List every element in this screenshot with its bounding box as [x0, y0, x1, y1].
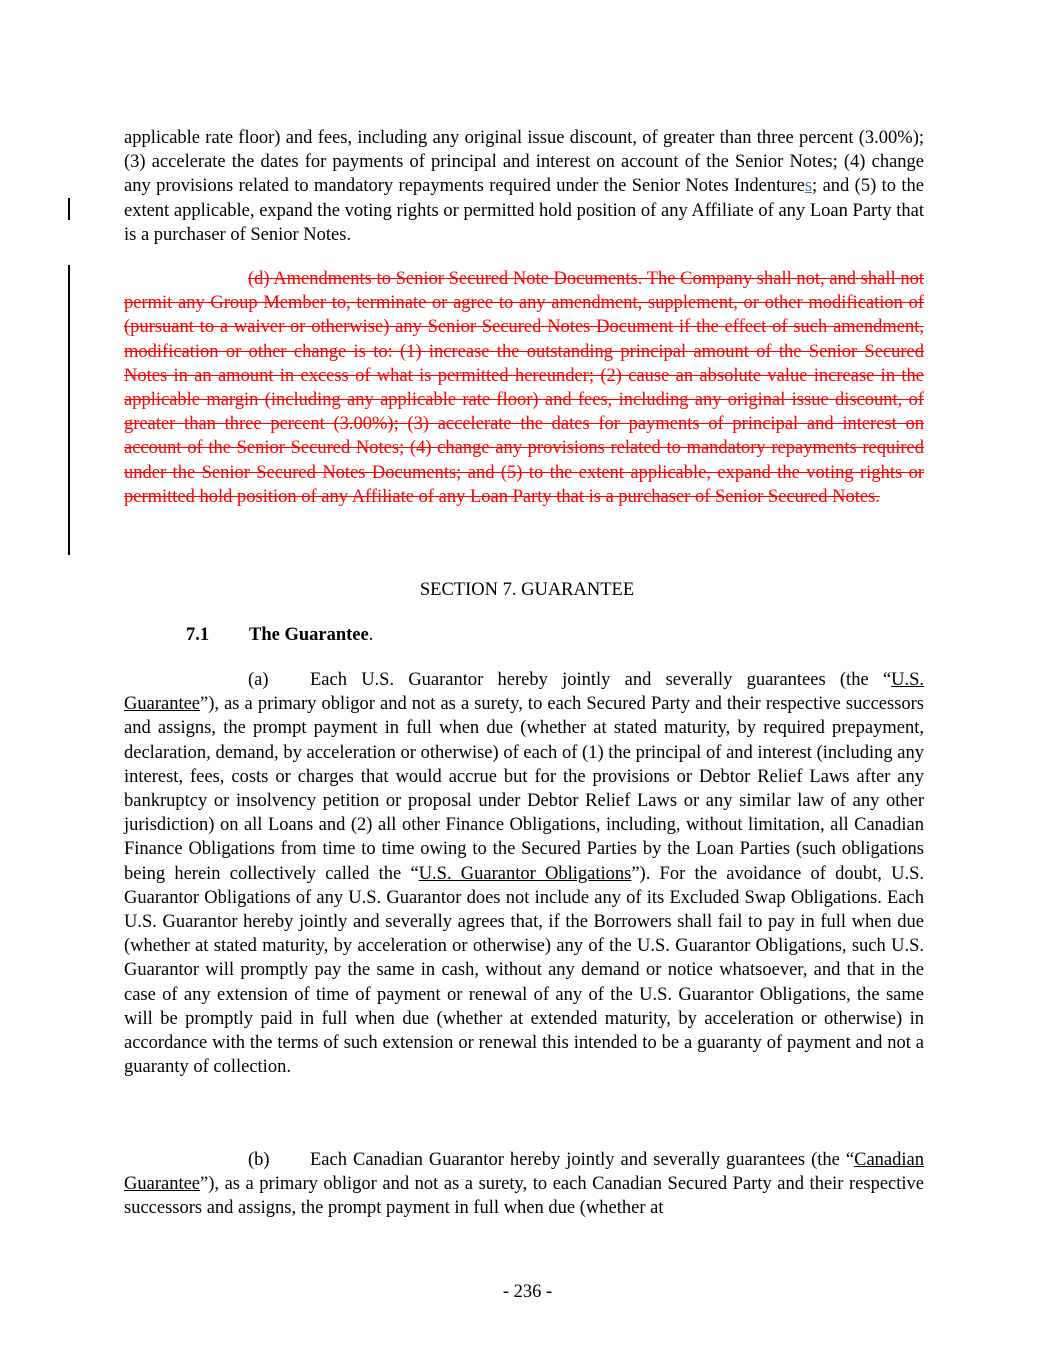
subsection-title: The Guarantee — [249, 625, 369, 645]
deleted-title: Amendments to Senior Secured Note Documents — [273, 269, 638, 289]
paragraph-a: (a) Each U.S. Guarantor hereby jointly and severally guarantees (the “U.S. Guarantee”), as a primary obligor and not as a surety, to each Secured Party and their respective successors and assigns, the prompt payment in full when due (whether at stated maturity, by required prepayment, declaration, demand, by acceleration or otherwise) of each of (1) the principal of and interest (including any interest, fees, costs or charges that would accrue but for the provisions or Debtor Relief Laws after any bankruptcy or insolvency petition or proposal under Debtor Relief Laws or any similar law of any other jurisdiction) on all Loans and (2) all other Finance Obligations, including, without limitation, all Canadian Finance Obligations from time to time owing to the Secured Parties by the Loan Parties (such obligations being herein collectively called the “U.S. Guarantor Obligations”). For the avoidance of doubt, U.S. Guarantor Obligations of any U.S. Guarantor does not include any of its Excluded Swap Obligations. Each U.S. Guarantor hereby jointly and severally agrees that, if the Borrowers shall fail to pay in full when due (whether at stated maturity, by acceleration or otherwise) any of the U.S. Guarantor Obligations, such U.S. Guarantor will promptly pay the same in cash, without any demand or notice whatsoever, and that in the case of any extension of time of payment or renewal of any of the U.S. Guarantor Obligations, the same will be promptly paid in full when due (whether at extended maturity, by acceleration or otherwise) in accordance with the terms of such extension or renewal this intended to be a guaranty of payment and not a guaranty of collection. — [124, 670, 924, 1078]
change-bar-1 — [68, 198, 70, 220]
subsection-heading: 7.1 The Guarantee. — [186, 625, 374, 645]
inserted-text: s — [804, 176, 813, 197]
change-bar-2 — [68, 265, 70, 555]
defined-term-canadian-guarantee: Canadian Guarantee — [124, 1150, 924, 1195]
defined-term-us-guarantee: U.S. Guarantee — [124, 670, 924, 715]
deleted-label: (d) — [248, 269, 270, 289]
subsection-number: 7.1 — [186, 625, 210, 645]
paragraph-senior-notes: applicable rate floor) and fees, including any original issue discount, of greater than three percent (3.00%); (3) accelerate the dates for payments of principal and interest on account of the Senior Notes; (4) change any provisions related to mandatory repayments required under the Senior Notes Indentures; and (5) to the extent applicable, expand the voting rights or permitted hold position of any Affiliate of any Loan Party that is a purchaser of Senior Notes. — [124, 128, 924, 245]
defined-term-us-guarantor-obligations: U.S. Guarantor Obligations — [418, 863, 632, 884]
deleted-paragraph-d: (d) Amendments to Senior Secured Note Documents. The Company shall not, and shall not permit any Group Member to, terminate or agree to any amendment, supplement, or other modification of (pursuant to a waiver or otherwise) any Senior Secured Notes Document if the effect of such amendment, modification or other change is to: (1) increase the outstanding principal amount of the Senior Secured Notes in an amount in excess of what is permitted hereunder; (2) cause an absolute value increase in the applicable margin (including any applicable rate floor) and fees, including any original issue discount, of greater than three percent (3.00%); (3) accelerate the dates for payments of principal and interest on account of the Senior Secured Notes; (4) change any provisions related to mandatory repayments required under the Senior Secured Notes Documents; and (5) to the extent applicable, expand the voting rights or permitted hold position of any Affiliate of any Loan Party that is a purchaser of Senior Secured Notes. — [124, 269, 924, 507]
section-heading: SECTION 7. GUARANTEE — [419, 580, 635, 600]
page-number: - 236 - — [502, 1282, 553, 1302]
paragraph-b: (b) Each Canadian Guarantor hereby jointly and severally guarantees (the “Canadian Guarantee”), as a primary obligor and not as a surety, to each Canadian Secured Party and their respective successors and assigns, the prompt payment in full when due (whether at — [124, 1150, 924, 1219]
paragraph-b-label: (b) — [248, 1150, 270, 1170]
paragraph-a-label: (a) — [248, 670, 269, 690]
